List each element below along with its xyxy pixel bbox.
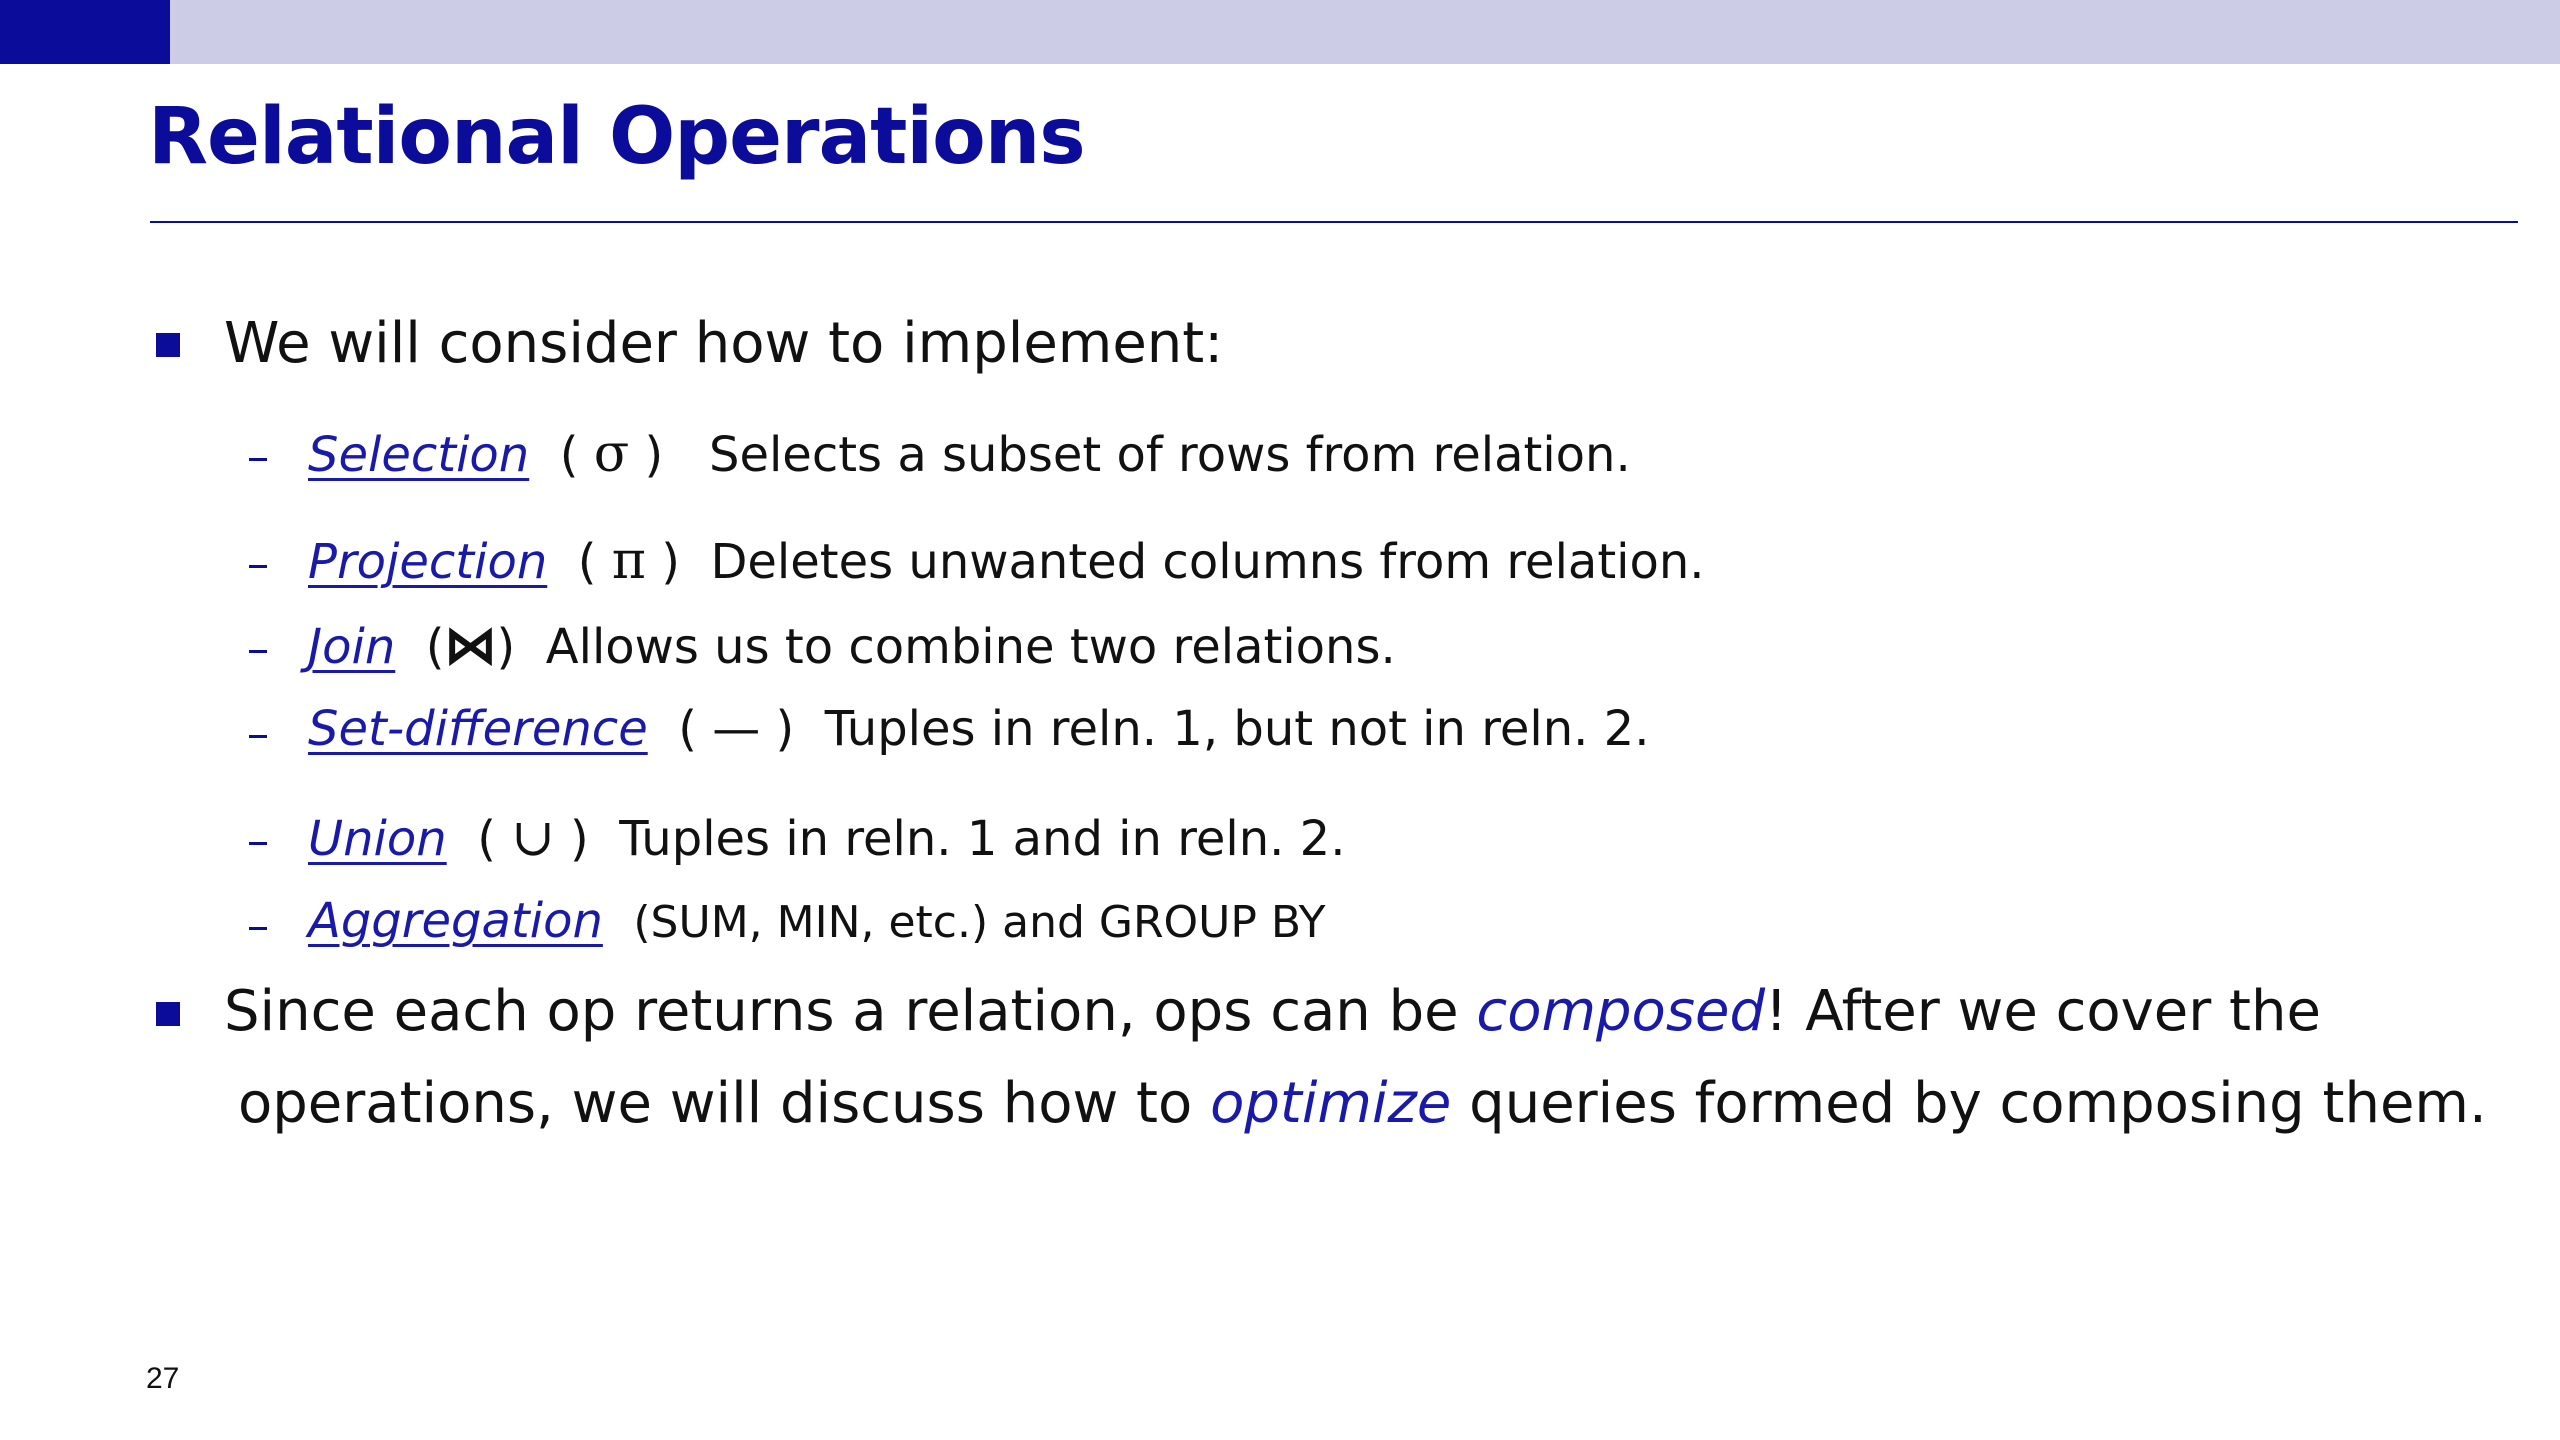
top-banner-accent <box>0 0 170 64</box>
operation-name-set-difference: Set-difference <box>308 701 648 757</box>
dash-icon <box>249 565 267 568</box>
bowtie-join-symbol-icon: ⋈ <box>444 615 497 676</box>
operation-close-paren: ) <box>496 619 516 675</box>
dash-icon <box>249 842 267 845</box>
slide-title: Relational Operations <box>148 92 1085 182</box>
bullet-square-icon <box>156 1002 180 1026</box>
operation-description-projection: Deletes unwanted columns from relation. <box>710 534 1705 590</box>
operation-description-selection: Selects a subset of rows from relation. <box>708 427 1631 483</box>
dash-icon <box>249 735 267 738</box>
title-divider <box>150 221 2518 223</box>
operation-open-paren: ( <box>425 619 445 675</box>
operation-name-selection: Selection <box>308 427 530 483</box>
dash-icon <box>249 650 267 653</box>
operation-open-paren: ( <box>477 811 512 867</box>
sigma-symbol-icon: σ <box>593 424 630 484</box>
union-symbol-icon: ∪ <box>511 808 555 868</box>
operation-close-paren: ) <box>760 701 795 757</box>
minus-symbol-icon: — <box>712 701 761 757</box>
operation-item-union <box>308 808 1346 868</box>
operation-description-set-difference: Tuples in reln. 1, but not in reln. 2. <box>824 701 1650 757</box>
top-banner <box>0 0 2560 64</box>
optimize-text-start: operations, we will discuss how to <box>238 1071 1211 1136</box>
operation-close-paren: ) <box>629 427 664 483</box>
operation-close-paren: ) <box>645 534 680 590</box>
composition-text-start: Since each op returns a relation, ops can be <box>224 979 1477 1044</box>
operation-item-join <box>308 615 1396 676</box>
operation-open-paren: ( <box>559 427 594 483</box>
operation-name-union: Union <box>308 811 447 867</box>
operation-name-join: Join <box>308 619 396 675</box>
optimize-text-end: queries formed by composing them. <box>1451 1071 2487 1136</box>
operation-item-projection <box>308 531 1705 591</box>
operation-description-aggregation: (SUM, MIN, etc.) and GROUP BY <box>633 897 1326 948</box>
operation-item-selection <box>308 424 1631 484</box>
operation-name-aggregation: Aggregation <box>308 893 603 949</box>
operation-open-paren: ( <box>678 701 713 757</box>
dash-icon <box>249 458 267 461</box>
emphasis-optimize: optimize <box>1210 1071 1452 1136</box>
bullet-square-icon <box>156 333 180 357</box>
emphasis-composed: composed <box>1476 979 1765 1044</box>
operation-item-set-difference <box>308 701 1650 757</box>
page-number: 27 <box>146 1362 180 1395</box>
operation-item-aggregation <box>308 893 1326 949</box>
operation-open-paren: ( <box>577 534 612 590</box>
operation-close-paren: ) <box>554 811 589 867</box>
operation-description-union: Tuples in reln. 1 and in reln. 2. <box>619 811 1346 867</box>
operation-name-projection: Projection <box>308 534 548 590</box>
bullet-composition-text-line-2 <box>238 1071 2487 1136</box>
composition-text-end: ! After we cover the <box>1765 979 2321 1044</box>
pi-symbol-icon: π <box>611 531 646 591</box>
dash-icon <box>249 927 267 930</box>
bullet-intro-text: We will consider how to implement: <box>224 311 1224 376</box>
bullet-composition-text-line-1 <box>224 979 2321 1044</box>
operation-description-join: Allows us to combine two relations. <box>545 619 1396 675</box>
